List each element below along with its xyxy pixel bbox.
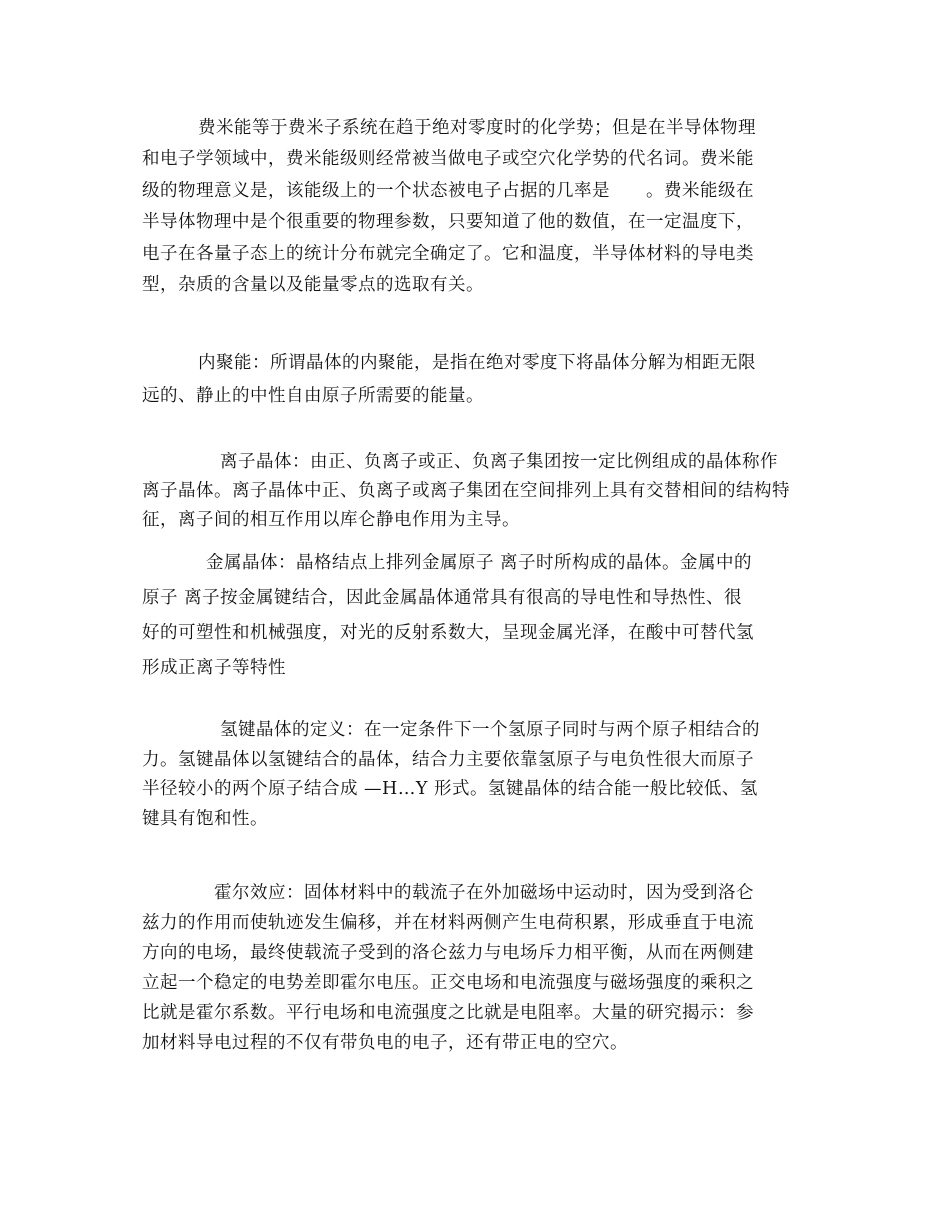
paragraph-metal-crystal bbox=[142, 546, 812, 686]
paragraph-line: 费米能等于费米子系统在趋于绝对零度时的化学势；但是在半导体物理 bbox=[198, 118, 756, 138]
paragraph-ionic-crystal bbox=[142, 448, 812, 535]
paragraph-fermi-energy bbox=[142, 113, 812, 301]
paragraph-line: 和电子学领域中，费米能级则经常被当做电子或空穴化学势的代名词。费米能 bbox=[142, 149, 754, 170]
paragraph-line: 霍尔效应：固体材料中的载流子在外加磁场中运动时，因为受到洛仑 bbox=[214, 883, 754, 903]
paragraph-hall-effect bbox=[142, 878, 812, 1058]
paragraph-line: 形成正离子等特性 bbox=[142, 658, 286, 678]
paragraph-line: 兹力的作用而使轨迹发生偏移，并在材料两侧产生电荷积累，形成垂直于电流 bbox=[142, 913, 754, 933]
paragraph-line: 原子 离子按金属键结合，因此金属晶体通常具有很高的导电性和导热性、很 bbox=[142, 588, 743, 608]
paragraph-line: 征，离子间的相互作用以库仑静电作用为主导。 bbox=[142, 510, 520, 530]
paragraph-line: 金属晶体：晶格结点上排列金属原子 离子时所构成的晶体。金属中的 bbox=[206, 553, 753, 573]
paragraph-line: 半径较小的两个原子结合成 —H…Y 形式。氢键晶体的结合能一般比较低、氢 bbox=[142, 779, 758, 799]
paragraph-line: 内聚能：所谓晶体的内聚能，是指在绝对零度下将晶体分解为相距无限 bbox=[198, 353, 756, 373]
paragraph-hydrogen-bond-crystal bbox=[142, 716, 812, 834]
paragraph-line: 好的可塑性和机械强度，对光的反射系数大，呈现金属光泽，在酸中可替代氢 bbox=[142, 623, 754, 643]
paragraph-line: 氢键晶体的定义：在一定条件下一个氢原子同时与两个原子相结合的 bbox=[220, 720, 760, 740]
paragraph-line: 型，杂质的含量以及能量零点的选取有关。 bbox=[142, 275, 484, 296]
paragraph-line: 离子晶体：由正、负离子或正、负离子集团按一定比例组成的晶体称作 bbox=[220, 452, 778, 472]
paragraph-line: 远的、静止的中性自由原子所需要的能量。 bbox=[142, 386, 484, 406]
paragraph-line: 离子晶体。离子晶体中正、负离子或离子集团在空间排列上具有交替相间的结构特 bbox=[142, 481, 790, 501]
paragraph-line: 电子在各量子态上的统计分布就完全确定了。它和温度，半导体材料的导电类 bbox=[142, 243, 754, 264]
paragraph-line: 力。氢键晶体以氢键结合的晶体，结合力主要依靠氢原子与电负性很大而原子 bbox=[142, 749, 754, 770]
paragraph-line: 方向的电场，最终使载流子受到的洛仑兹力与电场斥力相平衡，从而在两侧建 bbox=[142, 943, 754, 963]
paragraph-line: 加材料导电过程的不仅有带负电的电子，还有带正电的空穴。 bbox=[142, 1033, 628, 1053]
paragraph-line: 键具有饱和性。 bbox=[142, 808, 268, 829]
paragraph-line: 级的物理意义是，该能级上的一个状态被电子占据的几率是 。费米能级在 bbox=[142, 180, 754, 201]
paragraph-cohesive-energy bbox=[142, 347, 812, 413]
paragraph-line: 立起一个稳定的电势差即霍尔电压。正交电场和电流强度与磁场强度的乘积之 bbox=[142, 973, 754, 993]
paragraph-line: 比就是霍尔系数。平行电场和电流强度之比就是电阻率。大量的研究揭示：参 bbox=[142, 1003, 754, 1023]
paragraph-line: 半导体物理中是个很重要的物理参数，只要知道了他的数值，在一定温度下， bbox=[142, 212, 754, 233]
